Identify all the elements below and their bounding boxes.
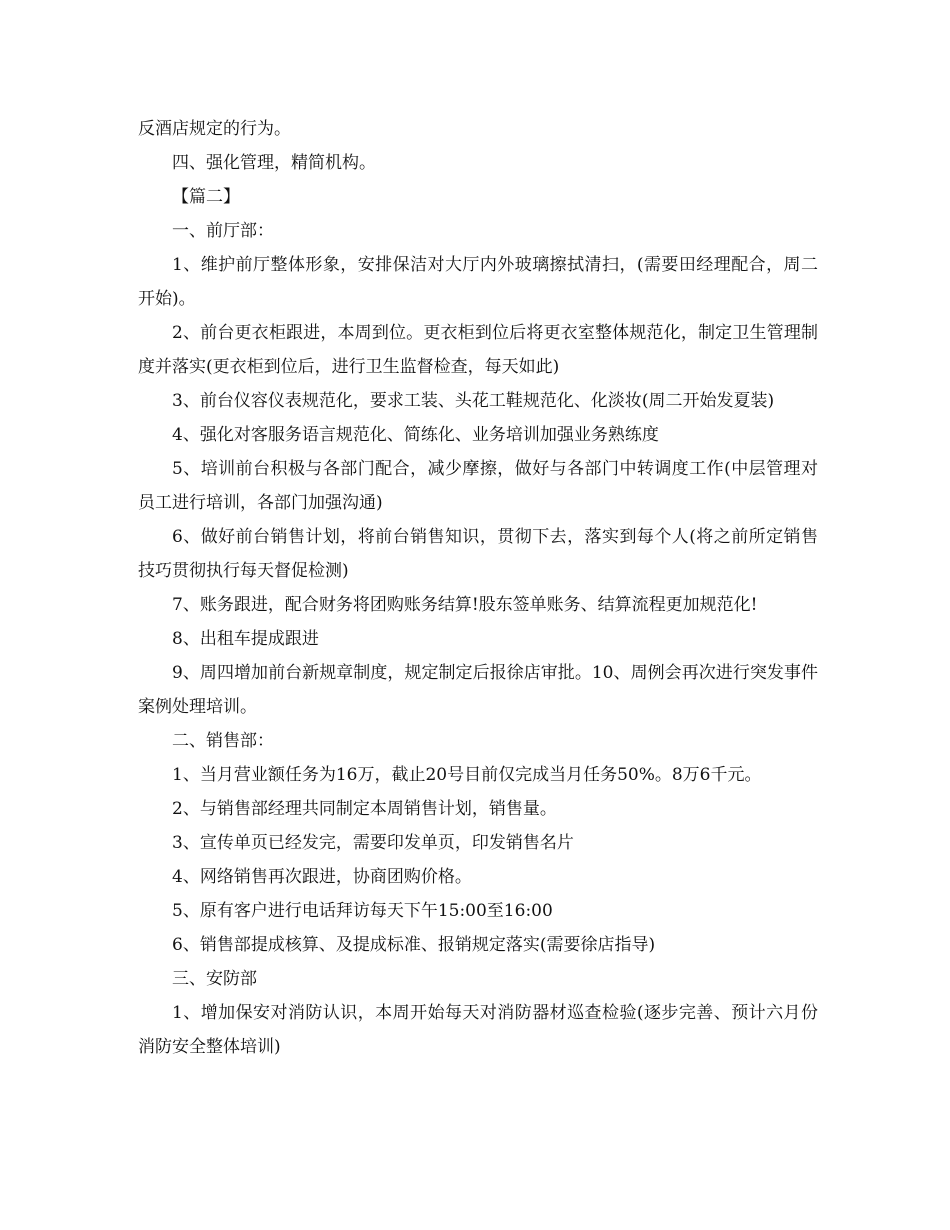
list-item: 6、销售部提成核算、及提成标准、报销规定落实(需要徐店指导)	[172, 935, 656, 955]
section-heading: 【篇二】	[172, 187, 240, 207]
list-item: 9、周四增加前台新规章制度，规定制定后报徐店审批。10、周例会再次进行突发事件案例处理培训。	[138, 663, 818, 717]
list-item: 2、前台更衣柜跟进，本周到位。更衣柜到位后将更衣室整体规范化，制定卫生管理制度并落实(更衣柜到位后，进行卫生监督检查，每天如此)	[138, 323, 818, 377]
list-item: 7、账务跟进，配合财务将团购账务结算!股东签单账务、结算流程更加规范化!	[172, 595, 758, 615]
list-item: 5、原有客户进行电话拜访每天下午15:00至16:00	[172, 901, 553, 921]
section-heading: 二、销售部：	[172, 731, 274, 751]
list-item: 6、做好前台销售计划，将前台销售知识，贯彻下去，落实到每个人(将之前所定销售技巧贯彻执行每天督促检测)	[138, 527, 818, 581]
section-heading: 一、前厅部：	[172, 221, 274, 241]
paragraph: 反酒店规定的行为。	[138, 119, 291, 139]
paragraph: 四、强化管理，精简机构。	[172, 153, 376, 173]
list-item: 4、网络销售再次跟进，协商团购价格。	[172, 867, 472, 887]
list-item: 1、增加保安对消防认识，本周开始每天对消防器材巡查检验(逐步完善、预计六月份消防安全整体培训)	[138, 1003, 818, 1057]
list-item: 8、出租车提成跟进	[172, 629, 319, 649]
list-item: 2、与销售部经理共同制定本周销售计划，销售量。	[172, 799, 557, 819]
section-heading: 三、安防部	[172, 969, 257, 989]
list-item: 1、当月营业额任务为16万，截止20号目前仅完成当月任务50%。8万6千元。	[172, 765, 762, 785]
list-item: 4、强化对客服务语言规范化、简练化、业务培训加强业务熟练度	[172, 425, 659, 445]
list-item: 1、维护前厅整体形象，安排保洁对大厅内外玻璃擦拭清扫，(需要田经理配合，周二开始)。	[138, 255, 818, 309]
list-item: 3、宣传单页已经发完，需要印发单页，印发销售名片	[172, 833, 574, 853]
document-body	[138, 112, 818, 1064]
list-item: 5、培训前台积极与各部门配合，减少摩擦，做好与各部门中转调度工作(中层管理对员工进行培训，各部门加强沟通)	[138, 459, 818, 513]
list-item: 3、前台仪容仪表规范化，要求工装、头花工鞋规范化、化淡妆(周二开始发夏装)	[172, 391, 775, 411]
